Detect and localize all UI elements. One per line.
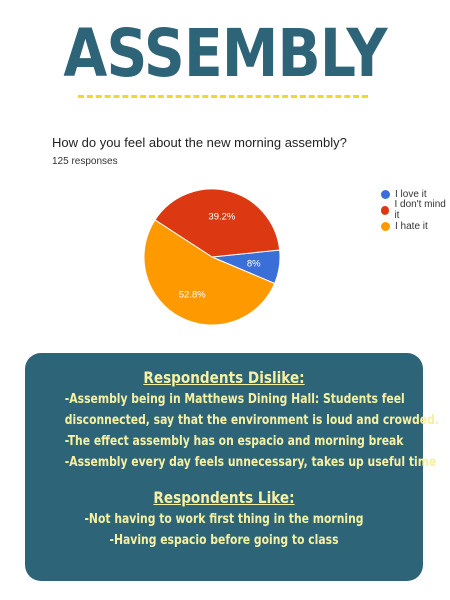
chart-legend — [381, 186, 450, 234]
dislike-item: disconnected, say that the environment is loud and crowded. — [64, 412, 439, 428]
legend-item-dont-mind — [381, 199, 450, 221]
pie-chart — [140, 185, 284, 329]
response-count: 125 responses — [52, 156, 118, 167]
dislike-item: -The effect assembly has on espacio and morning break — [64, 433, 404, 449]
summary-panel — [25, 353, 439, 581]
pie-slice-label: 8% — [246, 258, 261, 270]
like-item: -Having espacio before going to class — [109, 532, 339, 548]
survey-question: How do you feel about the new morning assembly? — [52, 135, 347, 150]
like-item: -Not having to work first thing in the morning — [84, 511, 364, 527]
legend-swatch — [381, 206, 389, 215]
dislike-item: -Assembly being in Matthews Dining Hall: Students feel — [64, 391, 405, 407]
like-heading: Respondents Like: — [153, 488, 295, 507]
dashed-divider — [78, 95, 368, 98]
dislike-heading: Respondents Dislike: — [143, 368, 305, 387]
legend-label: I don't mind it — [394, 199, 446, 221]
legend-label: I love it — [395, 188, 427, 200]
legend-label: I hate it — [395, 220, 428, 232]
legend-swatch — [381, 222, 390, 231]
pie-slice-label: 39.2% — [208, 211, 236, 223]
dislike-item: -Assembly every day feels unnecessary, takes up useful time — [64, 454, 437, 470]
page-title: ASSEMBLY — [63, 15, 387, 92]
pie-slice-label: 52.8% — [178, 289, 206, 301]
legend-swatch — [381, 190, 390, 199]
